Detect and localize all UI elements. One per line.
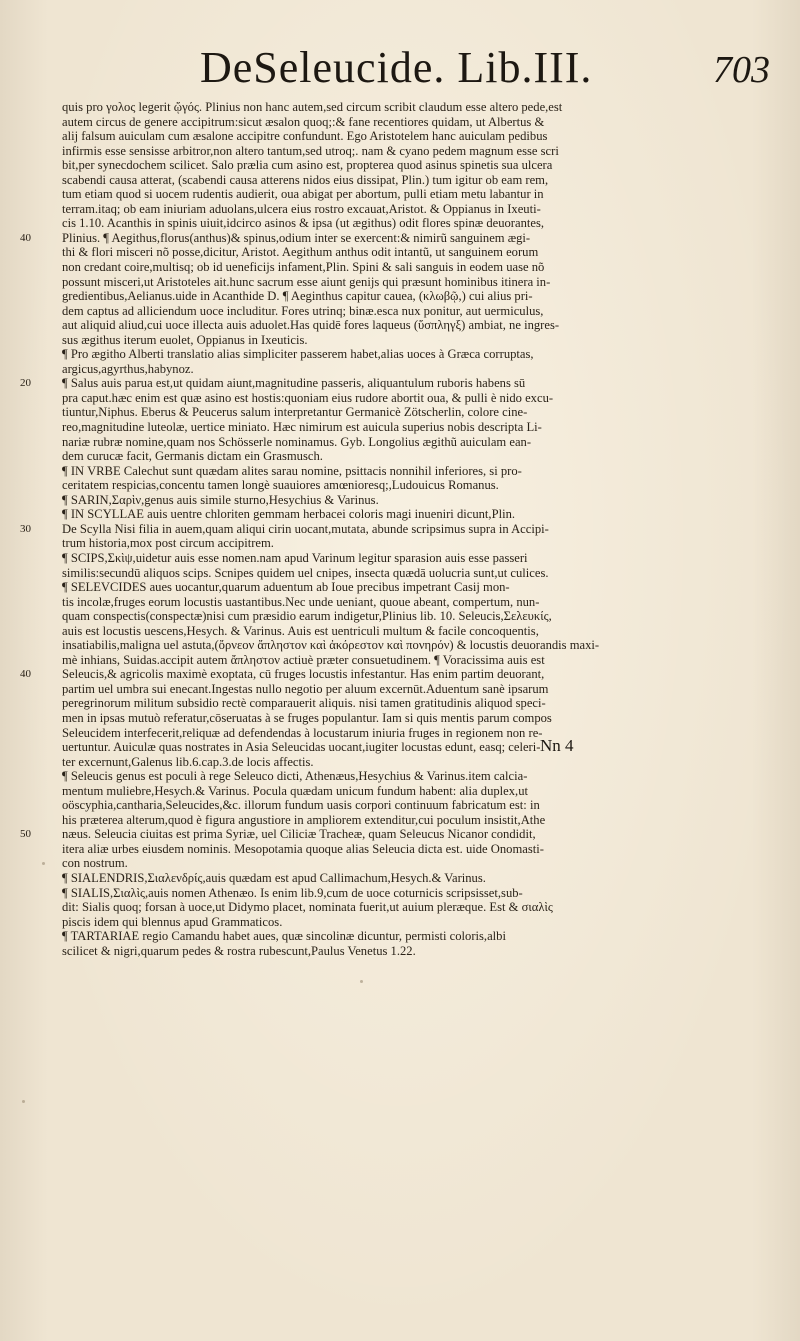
text-line: quis pro γολος legerit ᾤγός. Plinius non hanc autem,sed circum scribit claudum esse altero pede,est <box>62 100 563 114</box>
text-line: itera aliæ urbes eiusdem nominis. Mesopotamia quoque alias Seleucia dicta est. uide Onomasti- <box>62 841 544 856</box>
text-line: quam conspectis(conspectæ)nisi cum præsidio earum indigetur,Plinius lib. 10. Seleucis,Σελευκίς, <box>62 609 552 624</box>
text-line: men in ipsas mutuò referatur,cōseruatas à se fruges populantur. Iam si quis mentis parum compos <box>62 710 552 725</box>
text-line: ¶ SARIN,Σαρὶν,genus auis simile sturno,Hesychius & Varinus. <box>62 492 379 507</box>
margin-line-number: 20 <box>20 377 31 390</box>
text-line: thi & flori misceri nõ posse,dicitur, Aristot. Aegithum anthus odit intantũ, ut sanguinem eorum <box>62 245 539 260</box>
text-line: scilicet & nigri,quarum pedes & rostra rubescunt,Paulus Venetus 1.22. <box>62 943 416 958</box>
paper-speck <box>360 980 363 983</box>
text-line: infirmis esse sensisse arbitror,non altero tantum,sed utroq;. nam & cyano pedem magnum esse scri <box>62 143 559 158</box>
text-line: ¶ SCIPS,Σκὶψ,uidetur auis esse nomen.nam apud Varinum legitur sparasion auis esse passeri <box>62 550 528 565</box>
text-line: con nostrum. <box>62 856 128 871</box>
text-line: mentum muliebre,Hesych.& Varinus. Pocula quædam unicum fundum habent: alia duplex,ut <box>62 783 528 798</box>
text-line: dem curucæ facit, Germanis dictam ein Grasmusch. <box>62 449 323 464</box>
text-line: pra caput.hæc enim est quæ asino est hostis:quoniam eius rudore abortit oua, & pulli è nido excu- <box>62 390 554 405</box>
text-line: mè inhians, Suidas.accipit autem ἄπληστον actiuè præter consuetudinem. ¶ Voracissima auis est <box>62 652 545 667</box>
text-line: ¶ IN VRBE Calechut sunt quædam alites sarau nomine, psittacis nonnihil inferiores, si pro- <box>62 463 522 478</box>
margin-line-number: 30 <box>20 522 31 535</box>
text-line: dem captus ad alliciendum uoce includitur. Fores utrinq; binæ.esca nux ponitur, aut uermiculus, <box>62 303 544 318</box>
text-line: Plinius. ¶ Aegithus,florus(anthus)& spinus,odium inter se exercent:& nimirũ sanguinem ægi- 40 <box>20 230 531 245</box>
text-line: bit,per synecdochem scilicet. Salo prælia cum asino est, propterea quod asinus spinetis sua ulcera <box>62 158 553 173</box>
text-line: De Scylla Nisi filia in auem,quam aliqui cirin uocant,mutata, abunde scripsimus supra in Accipi- 30 <box>20 521 549 536</box>
text-line: sus ægithus iterum euolet, Oppianus in Ixeuticis. <box>62 332 308 347</box>
text-line: partim uel umbra sui enecant.Ingestas nullo negotio per aluum excernūt.Aduentum sanè ipsarum <box>62 681 549 696</box>
text-line: gredientibus,Aelianus.uide in Acanthide D. ¶ Aeginthus capitur cauea, (κλωβῷ,) cui alius pri- <box>62 289 533 304</box>
text-line: trum historia,mox post circum accipitrem. <box>62 536 274 551</box>
text-line: tiuntur,Niphus. Eberus & Peucerus salum interpretantur Germanicè Zötscherlin, colore cine- <box>62 405 528 420</box>
text-line: peregrinorum militum subsidio rectè comparauerit aliquis. nisi tamen gratitudinis aliquod speci- <box>62 696 546 711</box>
text-line: ¶ SIALIS,Σιαλὶς,auis nomen Athenæo. Is enim lib.9,cum de uoce coturnicis scripsisset,sub- <box>62 885 523 900</box>
text-line: dit: Sialis quoq; forsan à uoce,ut Didymo placet, nominata fuerit,ut auium pleræque. Est & σιαλὶς <box>62 900 553 915</box>
text-line: nariæ rubræ nomine,quam nos Schösserle nominamus. Gyb. Longolius ægithũ auiculam ean- <box>62 434 532 449</box>
text-line: non credant coire,multisq; ob id ueneficijs infament,Plin. Spini & sali sanguis in eodem uase nõ <box>62 260 545 275</box>
text-line: tis incolæ,fruges eorum locustis uastantibus.Nec unde ueniant, quoue abeant, compertum, nun- <box>62 594 540 609</box>
margin-line-number: 50 <box>20 828 31 841</box>
text-line: reo,magnitudine luteolæ, uertice miniato. Hæc nimirum est auicula superius nobis descripta Li- <box>62 420 542 435</box>
text-line: auis est locustis uescens,Hesych. & Varinus. Auis est uentriculi multum & facile concoquentis, <box>62 623 539 638</box>
text-line: scabendi causa atterat, (scabendi causa atterens nidos eius dissipat, Plin.) tum igitur ob eam rem, <box>62 172 549 187</box>
text-line: ¶ Pro ægitho Alberti translatio alias simpliciter passerem habet,alias uoces à Græca corruptas, <box>62 347 534 362</box>
text-line: alij falsum auiculam cum æsalone accipitre confundunt. Ego Aristotelem hanc auiculam pedibus <box>62 129 548 144</box>
text-line: Seleucidem interfecerit,reliquæ ad defendendas à locustarum iniuria fruges in regionem non re- <box>62 725 543 740</box>
text-line: ceritatem respicias,concentu tamen longè suauiores amœnioresq;,Ludouicus Romanus. <box>62 478 499 493</box>
text-line: argicus,agyrthus,habynoz. <box>62 361 194 376</box>
catchword: Nn 4 <box>540 736 574 755</box>
text-line: Seleucis,& agricolis maximè exoptata, cū fruges locustis infestantur. Has enim partim deuorant, 40 <box>20 667 545 682</box>
margin-line-number: 40 <box>20 668 31 681</box>
margin-line-number: 40 <box>20 231 31 244</box>
text-line: uertuntur. Auiculæ quas nostrates in Asia Seleucidas uocant,iugiter locustas edunt, easq; celeri- <box>62 740 541 755</box>
text-line: næus. Seleucia ciuitas est prima Syriæ, uel Ciliciæ Tracheæ, quam Seleucus Nicanor condidit, 50 <box>20 827 536 842</box>
text-line: autem circus de genere accipitrum:sicut æsalon quoq;:& fane recentiores quidam, ut Albertus & <box>62 114 545 129</box>
text-line: his præterea alterum,quod è figura angustiore in ampliorem extenditur,cui poculum insistit,Athe <box>62 812 546 827</box>
running-title: DeSeleucide. Lib.III. <box>200 43 593 92</box>
page-header <box>0 30 800 100</box>
text-line: ¶ Seleucis genus est poculi à rege Seleuco dicti, Athenæus,Hesychius & Varinus.item calcia- <box>62 769 528 784</box>
blank-lower-page <box>0 770 800 1341</box>
text-line: similis:secundū aliquos scips. Scnipes quidem uel cnipes, insecta quædā uolucria sunt,ut culices. <box>62 565 549 580</box>
text-line: insatiabilis,maligna uel astuta,(ὄρνεον ἄπληστον καὶ ἀκόρεστον καὶ πονηρόν) & locustis deuorandis maxi- <box>62 638 600 653</box>
page-number: 703 <box>713 49 770 91</box>
text-line: possunt misceri,ut Aristoteles ait.hunc sacrum esse aiunt genijs qui præsunt hominibus itinera in- <box>62 274 551 289</box>
text-line: ¶ TARTARIAE regio Camandu habet aues, quæ sincolinæ dicuntur, permisti coloris,albi <box>62 929 506 944</box>
paper-speck <box>42 862 45 865</box>
text-line: piscis idem qui blennus apud Grammaticos. <box>62 914 283 929</box>
text-line: ¶ SIALENDRIS,Σιαλενδρίς,auis quædam est apud Callimachum,Hesych.& Varinus. <box>62 870 486 885</box>
text-line: terram.itaq; ob eam iniuriam aduolans,ulcera eius rostro excauat,Aristot. & Oppianus in Ixeuti- <box>62 201 541 216</box>
text-line: aut aliquid aliud,cui uoce illecta auis aduolet.Has quidē fores laqueus (ὕσπληγξ) ambiat, ne ingres- <box>62 318 560 333</box>
text-line: ¶ IN SCYLLAE auis uentre chloriten gemmam herbacei coloris magi inueniri dicunt,Plin. <box>62 507 516 522</box>
text-line: ¶ SELEVCIDES aues uocantur,quarum aduentum ab Ioue precibus impetrant Casij mon- <box>62 580 510 595</box>
text-line: ¶ Salus auis parua est,ut quidam aiunt,magnitudine passeris, aliquantulum ruboris habens sū 20 <box>20 376 526 391</box>
text-line: tum etiam quod si uocem rudentis audierit, oua abigat per abortum, pulli etiam metu labantur in <box>62 187 544 202</box>
paper-speck <box>22 1100 25 1103</box>
text-line: ter excernunt,Galenus lib.6.cap.3.de locis affectis. <box>62 754 314 769</box>
text-line: cis 1.10. Acanthis in spinis uiuit,idcirco asinos & ipsa (ut ægithus) odit flores spinæ deuorantes, <box>62 216 545 231</box>
text-line: oöscyphia,canthariа,Seleucides,&c. illorum fundum uasis corpori continuum fabricatum est: in <box>62 798 540 813</box>
